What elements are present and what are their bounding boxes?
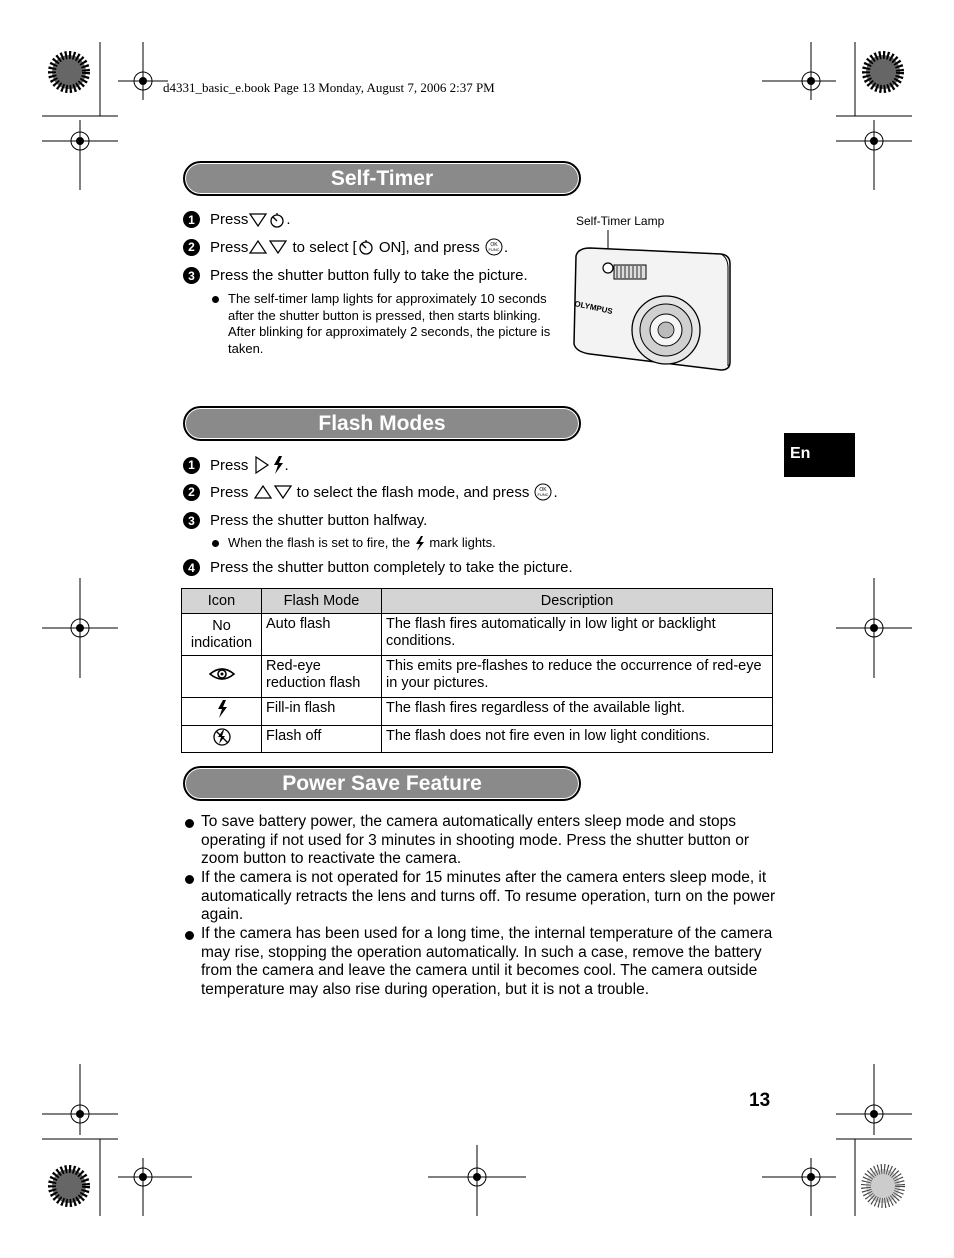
self-timer-icon	[358, 239, 374, 255]
section-title-power-save	[183, 766, 581, 801]
ok-func-button-icon	[534, 483, 552, 501]
row-icon-cell	[182, 698, 262, 726]
down-arrow-icon	[269, 239, 287, 255]
self-timer-step-3	[183, 267, 528, 284]
table-header-row	[182, 589, 773, 614]
down-arrow-icon	[274, 484, 292, 500]
self-timer-icon	[269, 212, 285, 228]
bullet-dot	[212, 296, 219, 303]
step-text-end: .	[286, 211, 291, 228]
self-timer-step-2	[183, 238, 508, 256]
step-number: 1	[183, 211, 200, 228]
step-number: 4	[183, 559, 200, 576]
right-arrow-icon	[254, 456, 270, 474]
row-mode-cell: Auto flash	[262, 614, 382, 656]
bullet-text: If the camera is not operated for 15 minutes after the camera enters sleep mode, it automatically retracts the lens and turns off. To resume operation, turn on the power again.	[201, 869, 776, 924]
bullet-dot	[185, 931, 194, 940]
table-row	[182, 698, 773, 726]
row-mode-cell: Red-eye reduction flash	[262, 656, 382, 698]
step-text: Press	[210, 456, 253, 474]
row-mode-cell: Fill-in flash	[262, 698, 382, 726]
flash-icon	[216, 700, 228, 718]
row-mode-cell: Flash off	[262, 725, 382, 753]
step-text: Press	[210, 211, 249, 228]
down-arrow-icon	[249, 212, 267, 228]
language-tab: En	[784, 433, 855, 477]
power-save-bullet-3	[183, 925, 783, 999]
row-description-cell: This emits pre-flashes to reduce the occurrence of red-eye in your pictures.	[382, 656, 773, 698]
file-header: d4331_basic_e.book Page 13 Monday, August 7, 2006 2:37 PM	[163, 80, 495, 95]
step-number: 3	[183, 512, 200, 529]
column-header-icon: Icon	[182, 589, 262, 614]
step-text: Press the shutter button fully to take the picture.	[210, 267, 528, 284]
ok-func-button-icon	[485, 238, 503, 256]
self-timer-note	[212, 291, 552, 357]
page-number: 13	[749, 1090, 771, 1111]
flash-modes-table	[181, 588, 773, 753]
svg-text:OK: OK	[490, 242, 498, 248]
note-text	[228, 535, 612, 552]
bullet-dot	[185, 875, 194, 884]
note-text-start: When the flash is set to fire, the	[228, 535, 414, 550]
power-save-bullet-2	[183, 869, 783, 925]
power-save-title: Power Save Feature	[282, 771, 482, 795]
table-row	[182, 656, 773, 698]
flash-icon	[415, 536, 425, 551]
step-text-end: .	[284, 456, 289, 474]
step-number: 3	[183, 267, 200, 284]
step-text: Press	[210, 483, 253, 501]
step-text-middle: to select the flash mode, and press	[292, 483, 534, 501]
step-text: Press	[210, 238, 249, 256]
step-text: Press the shutter button halfway.	[210, 512, 428, 529]
flash-step-1	[183, 456, 289, 474]
up-arrow-icon	[254, 484, 272, 500]
camera-callout-label: Self-Timer Lamp	[576, 214, 665, 228]
self-timer-title: Self-Timer	[330, 166, 434, 190]
row-icon-cell: No indication	[182, 614, 262, 656]
camera-illustration	[566, 228, 736, 378]
step-number: 1	[183, 457, 200, 474]
column-header-flash-mode: Flash Mode	[262, 589, 382, 614]
section-title-self-timer	[183, 161, 581, 196]
flash-step-3	[183, 512, 427, 529]
step-text-middle: to select [	[288, 238, 357, 256]
bullet-text: If the camera has been used for a long time, the internal temperature of the camera may rise, stopping the operation automatically. In such a case, remove the battery from the camera and leave the camera until it becomes cool. The camera outside temperature may also rise during operation, but it is not a trouble.	[201, 925, 773, 998]
self-timer-step-1	[183, 211, 291, 228]
note-text: The self-timer lamp lights for approximately 10 seconds after the shutter button is pressed, then starts blinking. After blinking for approximately 2 seconds, the picture is taken.	[228, 291, 551, 356]
row-description-cell: The flash fires automatically in low light or backlight conditions.	[382, 614, 773, 656]
row-icon-cell	[182, 725, 262, 753]
step-number: 2	[183, 484, 200, 501]
up-arrow-icon	[249, 239, 267, 255]
svg-text:OK: OK	[539, 487, 548, 493]
step-number: 2	[183, 239, 200, 256]
step-text: Press the shutter button completely to take the picture.	[210, 559, 573, 576]
step-text-end: .	[503, 238, 509, 256]
flash-note	[212, 535, 612, 552]
note-text-end: mark lights.	[425, 535, 496, 550]
svg-text:FUNC: FUNC	[488, 247, 500, 252]
camera-brand-text: OLYMPUS	[573, 299, 614, 317]
row-description-cell: The flash does not fire even in low light conditions.	[382, 725, 773, 753]
row-description-cell: The flash fires regardless of the available light.	[382, 698, 773, 726]
flash-step-2	[183, 483, 558, 501]
flash-modes-title: Flash Modes	[318, 411, 446, 435]
table-row	[182, 725, 773, 753]
bullet-dot	[185, 819, 194, 828]
bullet-text: To save battery power, the camera automatically enters sleep mode and stops operating if not used for 3 minutes in shooting mode. Press the shutter button or zoom button to reactivate the camera.	[201, 813, 749, 868]
bullet-dot	[212, 540, 219, 547]
section-title-flash-modes	[183, 406, 581, 441]
column-header-description: Description	[382, 589, 773, 614]
step-text-middle: ON], and press	[374, 238, 484, 256]
row-icon-cell	[182, 656, 262, 698]
red-eye-icon	[209, 666, 235, 682]
svg-text:FUNC: FUNC	[537, 492, 550, 497]
flash-off-icon	[213, 728, 231, 746]
table-row	[182, 614, 773, 656]
power-save-bullet-1	[183, 813, 783, 869]
flash-icon	[272, 456, 284, 474]
step-text-end: .	[553, 483, 558, 501]
flash-step-4	[183, 559, 573, 576]
